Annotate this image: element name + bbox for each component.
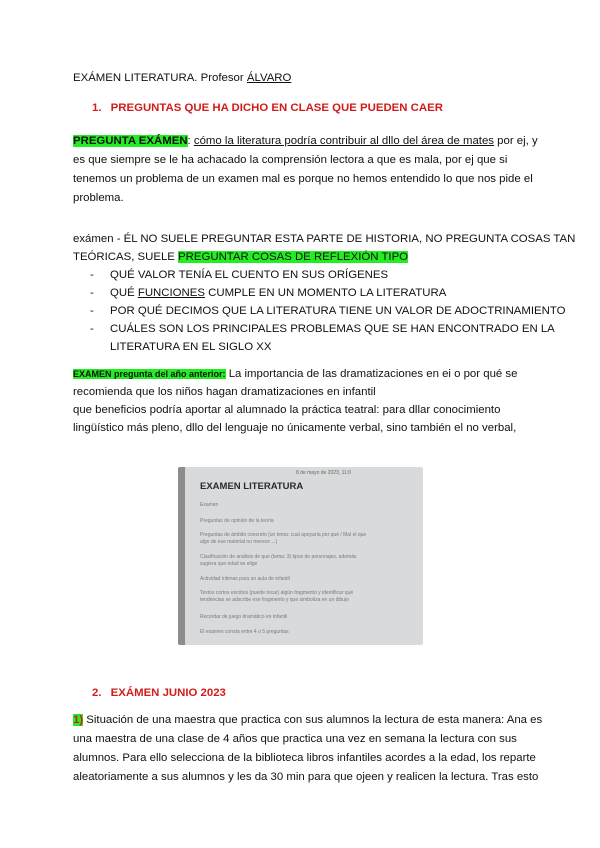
list-item: - QUÉ FUNCIONES CUMPLE EN UN MOMENTO LA LITERATURA [90, 287, 447, 299]
paragraph-1-line-2: es que siempre se le ha achacado la comprensión lectora a que es mala, por ej que si [73, 154, 508, 166]
paragraph-3-line-3: que beneficios podría aportar al alumnado la práctica teatral: para dllar conocimiento [73, 404, 501, 416]
paragraph-4-line-3: alumnos. Para ello selecciona de la biblioteca libros infantiles acordes a la edad, los reparte [73, 752, 536, 764]
paragraph-1-line-3: tenemos un problema de un examen mal es porque no hemos entendido lo que nos pide el [73, 173, 533, 185]
exam-notes-photo: 8 de mayo de 2023, 11:0 EXAMEN LITERATURA Examen Preguntas de opinión de la teoría Preguntas de ámbito concreto (un tema: cual apoyaría por qué / Mal el que algo de ese material no merece ...) Clasificación de análisis de que (tema: 3) tipos de personajes, además sugiera que edad se elige Actividad íntimas para un aula de infantil Textos cortos escritos (puede tocar) algún fragmento y identificar qué tendencias se adscribe ese fragmento y que simboliza en un dibujo Recordar de juego dramático en infantil El examen consta entre 4 o 5 preguntas [178, 467, 423, 645]
title-prefix: EXÁMEN LITERATURA. Profesor [73, 72, 247, 84]
paragraph-2-line-2: TEÓRICAS, SUELE PREGUNTAR COSAS DE REFLEXIÓN TIPO [73, 251, 409, 263]
list-item: - QUÉ VALOR TENÍA EL CUENTO EN SUS ORÍGENES [90, 269, 389, 281]
paragraph-4-line-1: 1) Situación de una maestra que practica con sus alumnos la lectura de esta manera: Ana es [73, 714, 543, 726]
section-2-number: 2. [92, 687, 102, 699]
bullet-list [90, 266, 566, 356]
question-number: 1) [73, 714, 84, 726]
list-item: - POR QUÉ DECIMOS QUE LA LITERATURA TIENE UN VALOR DE ADOCTRINAMIENTO [90, 305, 566, 317]
document-title [73, 69, 291, 87]
paragraph-1-line-1: PREGUNTA EXÁMEN: cómo la literatura podría contribuir al dllo del área de mates por ej, y [73, 135, 538, 147]
section-2-title: EXÁMEN JUNIO 2023 [110, 687, 226, 699]
paragraph-4-line-4: aleatoriamente a sus alumnos y les da 30 min para que ojeen y realicen la lectura. Tras esto [73, 771, 539, 783]
photo-edge [178, 467, 185, 645]
paragraph-3-line-1: EXAMEN pregunta del año anterior: La importancia de las dramatizaciones en ei o por qué se [73, 368, 518, 380]
paragraph-4-line-2: una maestra de una clase de 4 años que practica una vez en semana la lectura con sus [73, 733, 517, 745]
photo-title: EXAMEN LITERATURA [200, 481, 304, 492]
paragraph-3-line-2: recomienda que los niños hagan dramatizaciones en infantil [73, 386, 376, 398]
list-item-continuation: LITERATURA EN EL SIGLO XX [110, 341, 272, 353]
photo-date: 8 de mayo de 2023, 11:0 [296, 470, 351, 476]
professor-name: ÁLVARO [246, 72, 292, 84]
previous-year-tag: EXAMEN pregunta del año anterior: [73, 369, 226, 379]
paragraph-1-line-4: problema. [73, 192, 124, 204]
exam-question-topic: cómo la literatura podría contribuir al dllo del área de mates [193, 135, 495, 147]
reflection-highlight: PREGUNTAR COSAS DE REFLEXIÓN TIPO [178, 251, 409, 263]
section-1-title: PREGUNTAS QUE HA DICHO EN CLASE QUE PUEDEN CAER [110, 102, 443, 114]
section-1-number: 1. [92, 102, 102, 114]
exam-question-tag: PREGUNTA EXÁMEN [73, 135, 188, 147]
paragraph-3-line-4: lingüístico más pleno, dllo del lenguaje no únicamente verbal, sino también el no verbal, [73, 422, 517, 434]
paragraph-2-line-1: exámen - ÉL NO SUELE PREGUNTAR ESTA PARTE DE HISTORIA, NO PREGUNTA COSAS TAN [73, 233, 576, 245]
section-1-heading [92, 99, 443, 117]
section-2-heading [92, 684, 226, 702]
list-item: - CUÁLES SON LOS PRINCIPALES PROBLEMAS QUE SE HAN ENCONTRADO EN LA [90, 323, 555, 335]
